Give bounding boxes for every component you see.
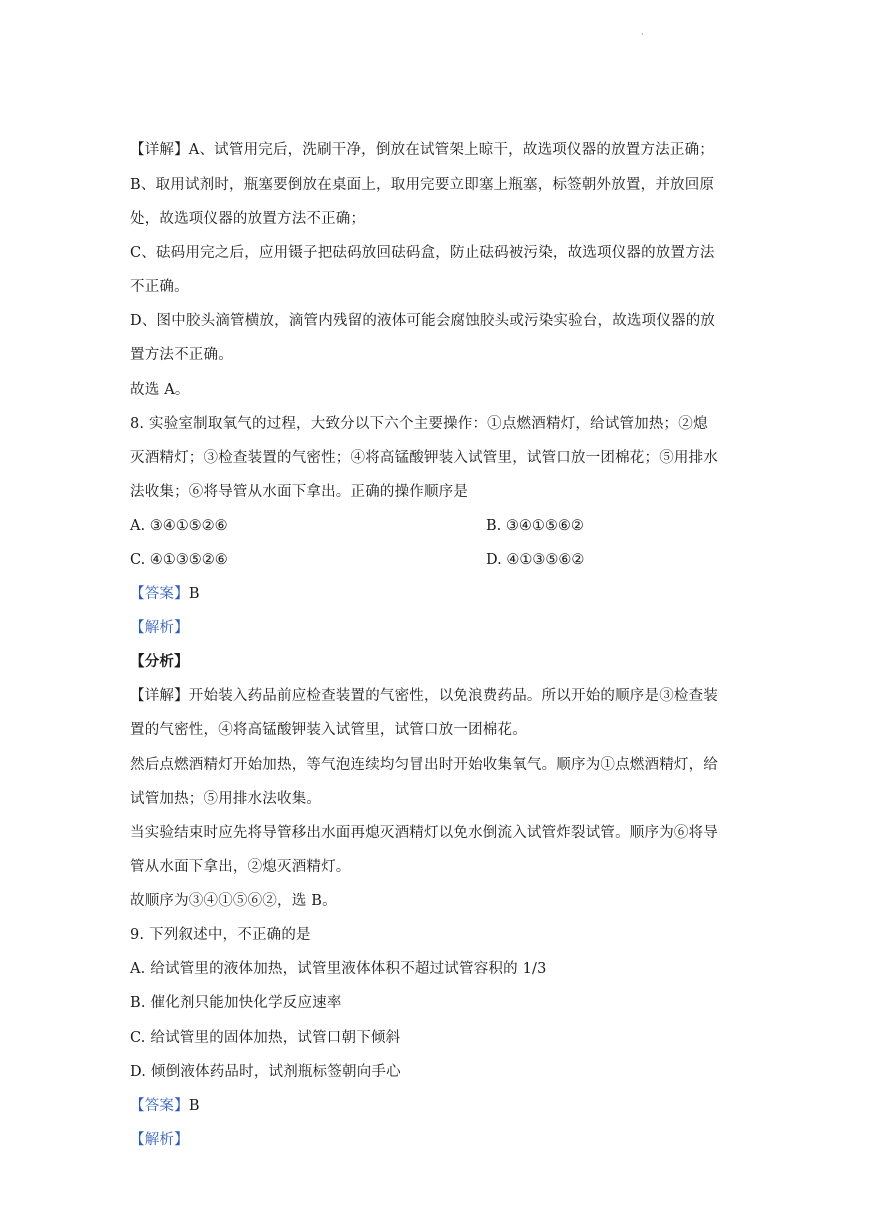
text-line: 【详解】A、试管用完后，洗刷干净，倒放在试管架上晾干，故选项仪器的放置方法正确；	[130, 142, 714, 158]
answer-tag: 【答案】	[130, 586, 189, 602]
question-8-stem: 灭酒精灯；③检查装置的气密性；④将高锰酸钾装入试管里，试管口放一团棉花；⑤用排水	[130, 450, 718, 466]
option-c: C. ④①③⑤②⑥	[130, 552, 228, 568]
text-line: 然后点燃酒精灯开始加热，等气泡连续均匀冒出时开始收集氧气。顺序为①点燃酒精灯，给	[130, 757, 718, 773]
answer-value: B	[188, 1098, 200, 1114]
text-line: 故顺序为③④①⑤⑥②，选 B。	[130, 893, 337, 909]
q9-option-d: D. 倾倒液体药品时，试剂瓶标签朝向手心	[130, 1064, 401, 1080]
page-marker: ·	[641, 30, 644, 39]
question-8-stem: 法收集；⑥将导管从水面下拿出。正确的操作顺序是	[130, 484, 469, 500]
answer-tag: 【答案】	[130, 1098, 189, 1114]
answer-line	[130, 584, 740, 604]
text-line: D、图中胶头滴管横放，滴管内残留的液体可能会腐蚀胶头或污染实验台，故选项仪器的放	[130, 313, 716, 329]
text-line: 置方法不正确。	[130, 347, 233, 363]
text-line: 管从水面下拿出，②熄灭酒精灯。	[130, 859, 351, 875]
option-d: D. ④①③⑤⑥②	[486, 552, 585, 568]
q9-option-a: A. 给试管里的液体加热，试管里液体体积不超过试管容积的 1/3	[130, 961, 547, 977]
text-line: 处，故选项仪器的放置方法不正确；	[130, 211, 366, 227]
option-a: A. ③④①⑤②⑥	[130, 518, 228, 534]
text-line: 置的气密性，④将高锰酸钾装入试管里，试管口放一团棉花。	[130, 722, 527, 738]
q9-option-c: C. 给试管里的固体加热，试管口朝下倾斜	[130, 1030, 401, 1046]
text-line: 故选 A。	[130, 382, 190, 398]
text-line: 【详解】开始装入药品前应检查装置的气密性，以免浪费药品。所以开始的顺序是③检查装	[130, 688, 718, 704]
question-9-stem: 9. 下列叙述中，不正确的是	[130, 927, 311, 943]
text-line: C、砝码用完之后，应用镊子把砝码放回砝码盒，防止砝码被污染，故选项仪器的放置方法	[130, 245, 715, 261]
analysis-tag: 【解析】	[130, 1132, 189, 1148]
option-b: B. ③④①⑤⑥②	[486, 518, 584, 534]
text-line: 试管加热；⑤用排水法收集。	[130, 791, 322, 807]
answer-value: B	[188, 586, 200, 602]
analysis-tag: 【解析】	[130, 620, 189, 636]
question-8-stem: 8. 实验室制取氧气的过程，大致分以下六个主要操作：①点燃酒精灯，给试管加热；②熄	[130, 416, 708, 432]
fenxi-tag: 【分析】	[130, 653, 189, 670]
answer-line	[130, 1096, 740, 1116]
q9-option-b: B. 催化剂只能加快化学反应速率	[130, 995, 342, 1011]
text-line: B、取用试剂时，瓶塞要倒放在桌面上，取用完要立即塞上瓶塞，标签朝外放置，并放回原	[130, 177, 715, 193]
text-line: 不正确。	[130, 279, 189, 295]
text-line: 当实验结束时应先将导管移出水面再熄灭酒精灯以免水倒流入试管炸裂试管。顺序为⑥将导	[130, 825, 718, 841]
